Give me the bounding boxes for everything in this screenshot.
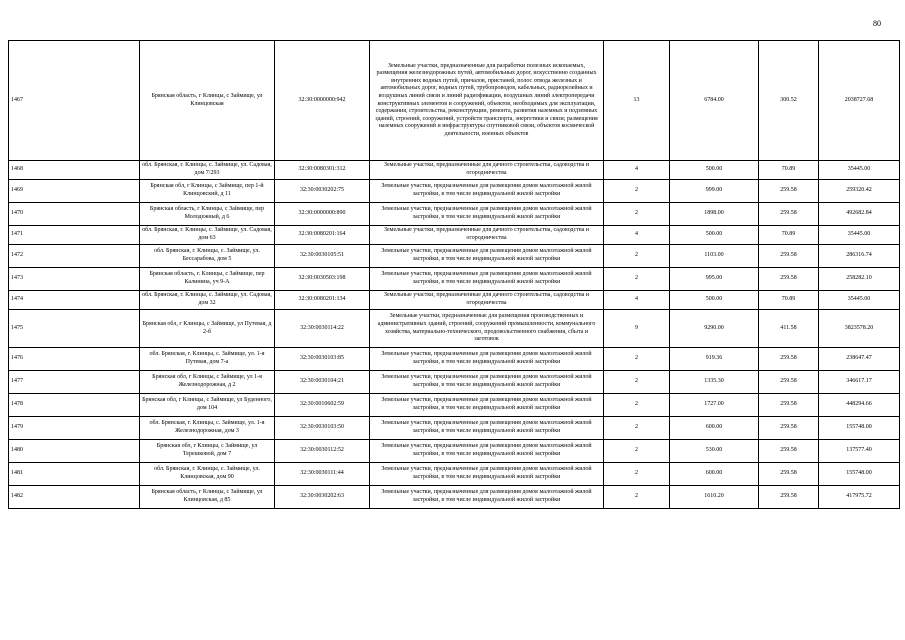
row-number: 1479: [9, 417, 140, 440]
row-number: 1482: [9, 486, 140, 509]
use-group-cell: 13: [604, 41, 670, 161]
land-use-cell: Земельные участки, предназначенные для размещения домов малоэтажной жилой застройки, в том числе индивидуальной жилой застройки: [370, 486, 604, 509]
land-use-cell: Земельные участки, предназначенные для размещения домов малоэтажной жилой застройки, в том числе индивидуальной жилой застройки: [370, 180, 604, 203]
row-number: 1478: [9, 394, 140, 417]
cadastral-cost-cell: 2038727.68: [819, 41, 900, 161]
cadastral-number-cell: 32:30:0080301:312: [275, 161, 370, 180]
cadastral-number-cell: 32:30:0010602:59: [275, 394, 370, 417]
land-use-cell: Земельные участки, предназначенные для дачного строительства, садоводства и огородничества: [370, 161, 604, 180]
table-row: [9, 371, 900, 394]
rate-cell: 259.58: [759, 463, 819, 486]
table-row: [9, 161, 900, 180]
table-row: [9, 310, 900, 348]
rate-cell: 411.58: [759, 310, 819, 348]
cadastral-number-cell: 32:30:0000000:942: [275, 41, 370, 161]
rate-cell: 259.58: [759, 203, 819, 226]
address-cell: Брянская обл, г Клинцы, с Займище, пер 1-й Клинцовский, д 11: [140, 180, 275, 203]
table-row: [9, 417, 900, 440]
table-row: [9, 226, 900, 245]
area-cell: 600.00: [670, 417, 759, 440]
row-number: 1477: [9, 371, 140, 394]
address-cell: Брянская обл, г Клинцы, с Займище, ул Путевая, д 2-б: [140, 310, 275, 348]
area-cell: 530.00: [670, 440, 759, 463]
rate-cell: 259.58: [759, 245, 819, 268]
cadastral-number-cell: 32:30:0030202:63: [275, 486, 370, 509]
land-use-cell: Земельные участки, предназначенные для размещения производственных и административных зданий, строений, сооружений промышленности, коммунального хозяйства, материально-технического, продовольственного снабжения, сбыта и заготовок: [370, 310, 604, 348]
land-use-cell: Земельные участки, предназначенные для размещения домов малоэтажной жилой застройки, в том числе индивидуальной жилой застройки: [370, 371, 604, 394]
cadastral-cost-cell: 258282.10: [819, 268, 900, 291]
table-row: [9, 291, 900, 310]
address-cell: Брянская область, г Клинцы, с Займище, ул Клинцовская: [140, 41, 275, 161]
cadastral-number-cell: 32:30:0080201:164: [275, 226, 370, 245]
land-use-cell: Земельные участки, предназначенные для размещения домов малоэтажной жилой застройки, в том числе индивидуальной жилой застройки: [370, 440, 604, 463]
address-cell: обл. Брянская, г. Клинцы, с. Займище, ул. Садовая, дом 63: [140, 226, 275, 245]
land-use-cell: Земельные участки, предназначенные для дачного строительства, садоводства и огородничества: [370, 226, 604, 245]
address-cell: Брянская обл, г Клинцы, с Займище, ул 1-я Железнодорожная, д 2: [140, 371, 275, 394]
cadastral-cost-cell: 35445.00: [819, 291, 900, 310]
land-use-cell: Земельные участки, предназначенные для размещения домов малоэтажной жилой застройки, в том числе индивидуальной жилой застройки: [370, 203, 604, 226]
rate-cell: 259.58: [759, 348, 819, 371]
table-row: [9, 245, 900, 268]
address-cell: Брянская область, г Клинцы, с Займище, пер Молодежный, д 6: [140, 203, 275, 226]
cadastral-cost-cell: 417975.72: [819, 486, 900, 509]
cadastral-number-cell: 32:30:0030503:198: [275, 268, 370, 291]
area-cell: 919.36: [670, 348, 759, 371]
area-cell: 500.00: [670, 226, 759, 245]
land-use-cell: Земельные участки, предназначенные для размещения домов малоэтажной жилой застройки, в том числе индивидуальной жилой застройки: [370, 348, 604, 371]
land-use-cell: Земельные участки, предназначенные для размещения домов малоэтажной жилой застройки, в том числе индивидуальной жилой застройки: [370, 463, 604, 486]
area-cell: 9290.00: [670, 310, 759, 348]
land-use-cell: Земельные участки, предназначенные для размещения домов малоэтажной жилой застройки, в том числе индивидуальной жилой застройки: [370, 245, 604, 268]
row-number: 1468: [9, 161, 140, 180]
rate-cell: 70.89: [759, 161, 819, 180]
address-cell: обл. Брянская, г. Клинцы, с. Займище, ул. Бессарабова, дом 5: [140, 245, 275, 268]
use-group-cell: 2: [604, 371, 670, 394]
cadastral-cost-cell: 35445.00: [819, 226, 900, 245]
cadastral-number-cell: 32:30:0030105:51: [275, 245, 370, 268]
table-row: [9, 41, 900, 161]
cadastral-cost-cell: 155748.00: [819, 463, 900, 486]
table-row: [9, 348, 900, 371]
rate-cell: 70.89: [759, 226, 819, 245]
address-cell: обл. Брянская, г. Клинцы, с. Займище, ул. 1-я Путевая, дом 7-а: [140, 348, 275, 371]
row-number: 1470: [9, 203, 140, 226]
use-group-cell: 2: [604, 180, 670, 203]
rate-cell: 259.58: [759, 417, 819, 440]
rate-cell: 259.58: [759, 371, 819, 394]
area-cell: 500.00: [670, 161, 759, 180]
address-cell: обл. Брянская, г. Клинцы, с. Займище, ул. Садовая, дом 32: [140, 291, 275, 310]
cadastral-cost-cell: 137577.40: [819, 440, 900, 463]
table-row: [9, 203, 900, 226]
table-row: [9, 180, 900, 203]
use-group-cell: 2: [604, 463, 670, 486]
address-cell: Брянская область, г. Клинцы, с Займище, пер Калинина, уч 9-А: [140, 268, 275, 291]
row-number: 1474: [9, 291, 140, 310]
table-row: [9, 268, 900, 291]
cadastral-number-cell: 32:30:0030104:21: [275, 371, 370, 394]
rate-cell: 259.58: [759, 486, 819, 509]
row-number: 1475: [9, 310, 140, 348]
cadastral-number-cell: 32:30:0030103:50: [275, 417, 370, 440]
cadastral-cost-cell: 3823578.20: [819, 310, 900, 348]
cadastral-cost-cell: 286316.74: [819, 245, 900, 268]
row-number: 1471: [9, 226, 140, 245]
row-number: 1480: [9, 440, 140, 463]
table-row: [9, 486, 900, 509]
table-row: [9, 394, 900, 417]
use-group-cell: 9: [604, 310, 670, 348]
rate-cell: 70.89: [759, 291, 819, 310]
area-cell: 600.00: [670, 463, 759, 486]
use-group-cell: 4: [604, 226, 670, 245]
table-row: [9, 463, 900, 486]
use-group-cell: 2: [604, 245, 670, 268]
rate-cell: 259.58: [759, 394, 819, 417]
cadastral-cost-cell: 492682.84: [819, 203, 900, 226]
land-use-cell: Земельные участки, предназначенные для размещения домов малоэтажной жилой застройки, в том числе индивидуальной жилой застройки: [370, 394, 604, 417]
cadastral-cost-cell: 35445.00: [819, 161, 900, 180]
row-number: 1472: [9, 245, 140, 268]
area-cell: 1103.00: [670, 245, 759, 268]
cadastral-number-cell: 32:30:0030114:22: [275, 310, 370, 348]
land-plot-table: [8, 40, 900, 509]
area-cell: 1898.00: [670, 203, 759, 226]
rate-cell: 300.52: [759, 41, 819, 161]
table-row: [9, 440, 900, 463]
area-cell: 500.00: [670, 291, 759, 310]
cadastral-number-cell: 32:30:0030111:44: [275, 463, 370, 486]
cadastral-number-cell: 32:30:0030202:75: [275, 180, 370, 203]
land-use-cell: Земельные участки, предназначенные для разработки полезных ископаемых, размещения железнодорожных путей, автомобильных дорог, искусственно созданных внутренних водных путей, причалов, пристаней, полос отвода железных и автомобильных дорог, водных путей, трубопроводов, кабельных, радиорелейных и воздушных линий связи и линий радиофикации, воздушных линий электропередачи конструктивных элементов и сооружений, объектов, необходимых для эксплуатации, содержания, строительства, реконструкции, ремонта, развития наземных и подземных зданий, строений, сооружений, устройств транспорта, энергетики и связи; размещения наземных сооружений и инфраструктуры спутниковой связи, объектов космической деятельности, военных объектов: [370, 41, 604, 161]
area-cell: 1610.20: [670, 486, 759, 509]
land-use-cell: Земельные участки, предназначенные для дачного строительства, садоводства и огородничества: [370, 291, 604, 310]
rate-cell: 259.58: [759, 180, 819, 203]
table-body: [9, 41, 900, 509]
use-group-cell: 2: [604, 486, 670, 509]
row-number: 1467: [9, 41, 140, 161]
area-cell: 995.00: [670, 268, 759, 291]
use-group-cell: 2: [604, 440, 670, 463]
cadastral-cost-cell: 155748.00: [819, 417, 900, 440]
cadastral-cost-cell: 346617.17: [819, 371, 900, 394]
row-number: 1481: [9, 463, 140, 486]
address-cell: обл. Брянская, г. Клинцы, с. Займище, ул. Клинцовская, дом 90: [140, 463, 275, 486]
use-group-cell: 2: [604, 394, 670, 417]
address-cell: Брянская обл, г Клинцы, с Займище, ул Терешковой, дом 7: [140, 440, 275, 463]
area-cell: 6784.00: [670, 41, 759, 161]
address-cell: Брянская область, г Клинцы, с Займище, ул Клинцовская, д 85: [140, 486, 275, 509]
use-group-cell: 2: [604, 203, 670, 226]
land-use-cell: Земельные участки, предназначенные для размещения домов малоэтажной жилой застройки, в том числе индивидуальной жилой застройки: [370, 417, 604, 440]
cadastral-number-cell: 32:30:0030112:52: [275, 440, 370, 463]
address-cell: обл. Брянская, г. Клинцы, с. Займище, ул. Садовая, дом 7/293: [140, 161, 275, 180]
cadastral-number-cell: 32:30:0030103:85: [275, 348, 370, 371]
address-cell: Брянская обл, г Клинцы, с Займище, ул Буденного, дом 104: [140, 394, 275, 417]
area-cell: 999.00: [670, 180, 759, 203]
cadastral-number-cell: 32:30:0000000:890: [275, 203, 370, 226]
area-cell: 1727.00: [670, 394, 759, 417]
cadastral-cost-cell: 259320.42: [819, 180, 900, 203]
use-group-cell: 4: [604, 291, 670, 310]
land-use-cell: Земельные участки, предназначенные для размещения домов малоэтажной жилой застройки, в том числе индивидуальной жилой застройки: [370, 268, 604, 291]
use-group-cell: 2: [604, 268, 670, 291]
cadastral-cost-cell: 448294.66: [819, 394, 900, 417]
rate-cell: 259.58: [759, 440, 819, 463]
use-group-cell: 4: [604, 161, 670, 180]
rate-cell: 259.58: [759, 268, 819, 291]
row-number: 1473: [9, 268, 140, 291]
cadastral-number-cell: 32:30:0080201:134: [275, 291, 370, 310]
use-group-cell: 2: [604, 417, 670, 440]
page-number: 80: [873, 19, 881, 28]
address-cell: обл. Брянская, г. Клинцы, с. Займище, ул. 1-я Железнодорожная, дом 3: [140, 417, 275, 440]
row-number: 1476: [9, 348, 140, 371]
area-cell: 1335.30: [670, 371, 759, 394]
row-number: 1469: [9, 180, 140, 203]
use-group-cell: 2: [604, 348, 670, 371]
cadastral-cost-cell: 238647.47: [819, 348, 900, 371]
